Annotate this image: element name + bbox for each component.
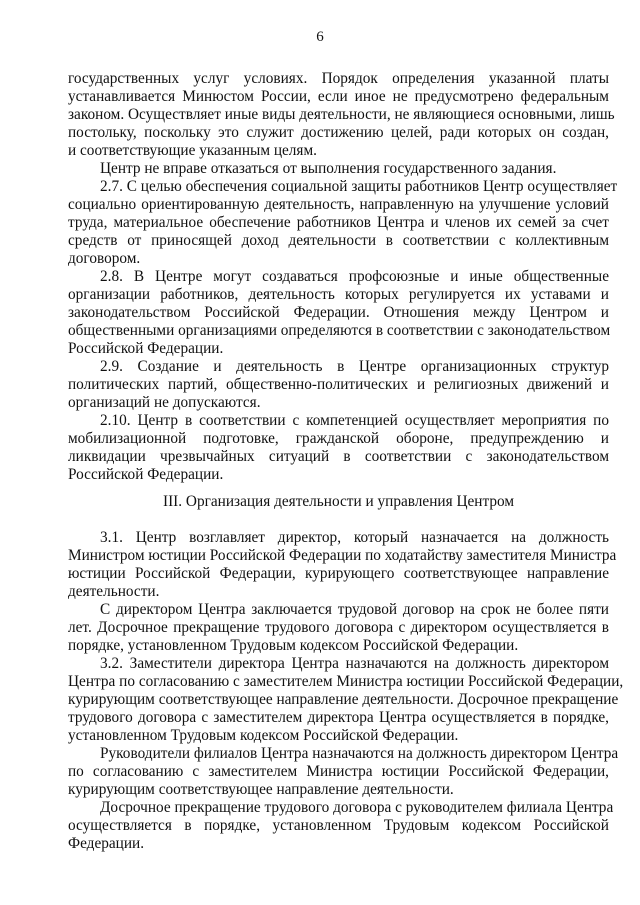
text-line: курирующим соответствующее направление деятельности. bbox=[68, 781, 454, 798]
text-line: организации работников, деятельность которых регулируется их уставами и bbox=[68, 286, 609, 303]
text-line: трудового договора с заместителем директора Центра осуществляется в порядке, bbox=[68, 709, 609, 726]
section-heading: III. Организация деятельности и управления Центром bbox=[162, 493, 515, 510]
text-line: лет. Досрочное прекращение трудового договора с директором осуществляется в bbox=[68, 619, 609, 636]
text-line: порядке, установленном Трудовым кодексом Российской Федерации. bbox=[68, 637, 519, 654]
paragraph bbox=[68, 412, 609, 484]
section-3 bbox=[68, 529, 624, 853]
text-line: по согласованию с заместителем Министра юстиции Российской Федерации, bbox=[68, 763, 609, 780]
text-line: 3.1. Центр возглавляет директор, который назначается на должность bbox=[100, 529, 609, 546]
text-line: государственных услуг условиях. Порядок определения указанной платы bbox=[68, 70, 609, 87]
text-line: юстиции Российской Федерации, курирующего соответствующее направление bbox=[68, 565, 609, 582]
paragraph bbox=[68, 601, 609, 655]
text-line: организаций не допускаются. bbox=[68, 394, 261, 411]
text-line: законом. Осуществляет иные виды деятельности, не являющиеся основными, лишь bbox=[68, 106, 615, 123]
text-line: Руководители филиалов Центра назначаются на должность директором Центра bbox=[100, 745, 619, 762]
paragraph bbox=[68, 268, 609, 358]
text-line: Досрочное прекращение трудового договора с руководителем филиала Центра bbox=[100, 799, 614, 816]
text-line: Центр не вправе отказаться от выполнения государственного задания. bbox=[100, 160, 557, 177]
text-line: Центра по согласованию с заместителем Министра юстиции Российской Федерации, bbox=[68, 673, 624, 690]
text-line: и соответствующие указанным целям. bbox=[68, 142, 317, 159]
paragraph bbox=[68, 529, 617, 601]
text-line: Министром юстиции Российской Федерации по ходатайству заместителя Министра bbox=[68, 547, 617, 564]
paragraph bbox=[68, 358, 609, 412]
text-line: общественными организациями определяются в соответствии с законодательством bbox=[68, 322, 611, 339]
text-line: устанавливается Минюстом России, если иное не предусмотрено федеральным bbox=[68, 88, 609, 105]
text-line: курирующим соответствующее направление деятельности. Досрочное прекращение bbox=[68, 691, 619, 708]
text-line: мобилизационной подготовке, гражданской обороне, предупреждению и bbox=[68, 430, 609, 447]
text-line: С директором Центра заключается трудовой договор на срок не более пяти bbox=[100, 601, 609, 618]
text-line: установленном Трудовым кодексом Российской Федерации. bbox=[68, 727, 459, 744]
text-line: Федерации. bbox=[68, 835, 145, 852]
paragraph bbox=[68, 178, 618, 268]
text-line: 3.2. Заместители директора Центра назначаются на должность директором bbox=[100, 655, 609, 672]
text-line: договором. bbox=[68, 250, 141, 267]
text-line: политических партий, общественно-политических и религиозных движений и bbox=[68, 376, 609, 393]
text-line: 2.7. С целью обеспечения социальной защиты работников Центр осуществляет bbox=[100, 178, 618, 195]
section-2-continued bbox=[68, 70, 618, 484]
text-line: Российской Федерации. bbox=[68, 466, 224, 483]
text-line: 2.8. В Центре могут создаваться профсоюзные и иные общественные bbox=[100, 268, 609, 285]
text-line: 2.9. Создание и деятельность в Центре организационных структур bbox=[100, 358, 609, 375]
paragraph bbox=[68, 745, 619, 799]
text-line: осуществляется в порядке, установленном Трудовым кодексом Российской bbox=[68, 817, 609, 834]
text-line: средств от приносящей доход деятельности в соответствии с коллективным bbox=[68, 232, 609, 249]
text-line: ликвидации чрезвычайных ситуаций в соответствии с законодательством bbox=[68, 448, 609, 465]
document-body bbox=[68, 70, 624, 853]
paragraph bbox=[68, 799, 614, 853]
text-line: социально ориентированную деятельность, направленную на улучшение условий bbox=[68, 196, 609, 213]
paragraph bbox=[68, 655, 624, 745]
text-line: деятельности. bbox=[68, 583, 160, 600]
text-line: 2.10. Центр в соответствии с компетенцией осуществляет мероприятия по bbox=[100, 412, 609, 429]
text-line: постольку, поскольку это служит достижению целей, ради которых он создан, bbox=[68, 124, 609, 141]
page-number: 6 bbox=[316, 29, 324, 45]
text-line: Российской Федерации. bbox=[68, 340, 224, 357]
paragraph bbox=[68, 160, 609, 178]
text-line: труда, материальное обеспечение работников Центра и членов их семей за счет bbox=[68, 214, 609, 231]
text-line: законодательством Российской Федерации. Отношения между Центром и bbox=[68, 304, 609, 321]
paragraph bbox=[68, 70, 615, 160]
